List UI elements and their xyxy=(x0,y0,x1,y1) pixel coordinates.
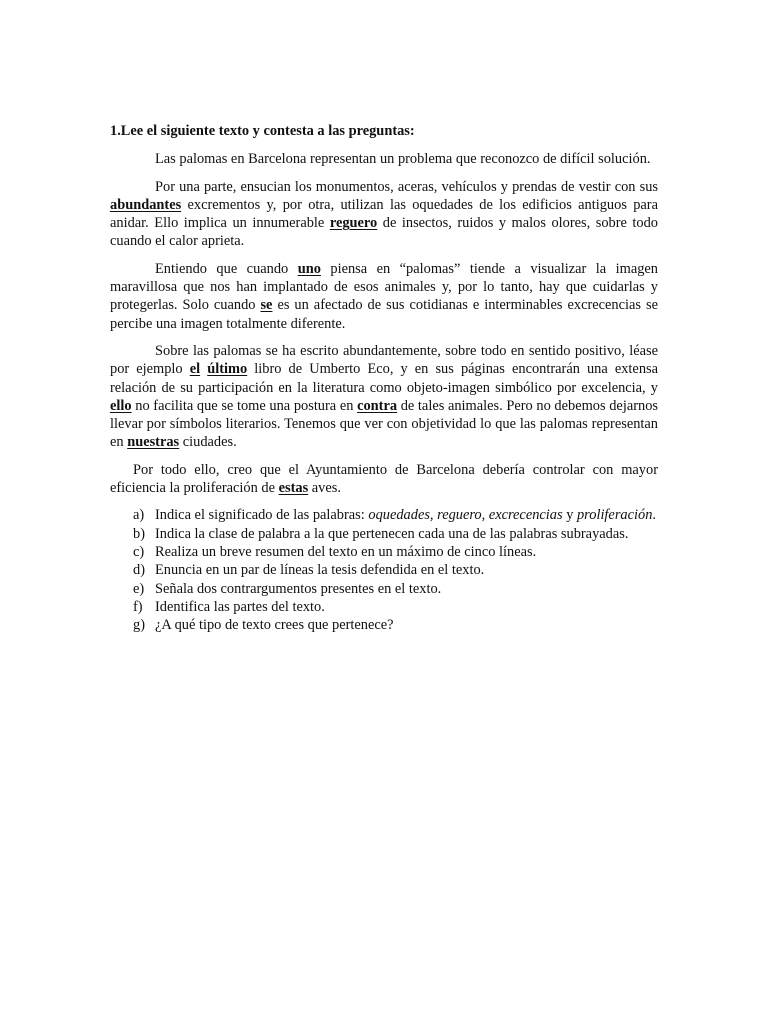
question-marker: a) xyxy=(133,507,145,524)
question-text: Enuncia en un par de líneas la tesis defendida en el texto. xyxy=(155,562,485,579)
text-span: aves. xyxy=(308,480,341,497)
question-text: Indica la clase de palabra a la que pertenecen cada una de las palabras subrayadas. xyxy=(155,525,629,542)
question-marker: d) xyxy=(133,562,145,579)
text-span: libro de Umberto Eco, y en sus páginas encontrarán una extensa relación de su participación en la literatura como objeto-imagen simbólico por excelencia, y xyxy=(110,361,658,396)
text-span: excrementos y, por otra, utilizan las oquedades de los edificios antiguos para anidar. Ello implica un innumerable xyxy=(110,196,658,232)
paragraph-2 xyxy=(110,178,658,251)
question-text: Identifica las partes del texto. xyxy=(155,598,325,615)
question-marker: b) xyxy=(133,525,145,542)
underlined-word: último xyxy=(207,361,248,378)
question-marker: f) xyxy=(133,598,143,615)
paragraph-4 xyxy=(110,342,658,452)
text-span: no facilita que se tome una postura en xyxy=(131,397,358,414)
text-span: Por todo ello, creo que el Ayuntamiento de Barcelona debería controlar con mayor eficiencia la proliferación de xyxy=(110,461,658,497)
question-item xyxy=(110,561,658,579)
text-span: piensa en “palomas” tiende a visualizar la imagen maravillosa que nos han implantado de esos animales y, por lo tanto, hay que cuidarlas y protegerlas. Solo cuando xyxy=(110,260,658,314)
text-span: Por una parte, ensucian los monumentos, aceras, vehículos y prendas de vestir con sus xyxy=(155,178,658,195)
text-span: Sobre las palomas se ha escrito abundantemente, sobre todo en sentido positivo, léase por ejemplo xyxy=(110,342,658,378)
underlined-word: se xyxy=(260,297,273,314)
question-italic: proliferación xyxy=(576,507,653,524)
underlined-word: reguero xyxy=(329,215,378,232)
question-italic: oquedades, reguero, excrecencias xyxy=(368,507,563,524)
question-marker: g) xyxy=(133,617,145,634)
paragraph-3 xyxy=(110,260,658,333)
question-text: Realiza un breve resumen del texto en un máximo de cinco líneas. xyxy=(155,543,537,560)
text-span: de insectos, ruidos y malos olores, sobre todo cuando el calor aprieta. xyxy=(110,215,659,250)
question-text: ¿A qué tipo de texto crees que pertenece? xyxy=(155,617,394,634)
question-item xyxy=(110,598,658,616)
question-marker: c) xyxy=(133,543,145,560)
question-item xyxy=(110,616,658,634)
question-text: . xyxy=(652,507,657,524)
underlined-word: uno xyxy=(297,260,321,277)
underlined-word: estas xyxy=(278,480,309,497)
question-text: y xyxy=(562,507,577,524)
text-span: Entiendo que cuando xyxy=(155,260,298,277)
paragraph-1: Las palomas en Barcelona representan un problema que reconozco de difícil solución. xyxy=(155,151,651,168)
exercise-heading: 1.Lee el siguiente texto y contesta a las preguntas: xyxy=(110,123,415,139)
question-list xyxy=(110,506,658,634)
question-item xyxy=(110,506,658,524)
text-span: es un afectado de sus cotidianas e interminables excrecencias se percibe una imagen totalmente diferente. xyxy=(110,297,658,332)
question-marker: e) xyxy=(133,580,145,597)
question-text: Señala dos contrargumentos presentes en el texto. xyxy=(155,580,442,597)
document-body xyxy=(110,122,658,634)
underlined-word: contra xyxy=(357,397,398,414)
question-item xyxy=(110,525,658,543)
question-item xyxy=(110,580,658,598)
text-span: ciudades. xyxy=(179,434,237,451)
paragraph-5 xyxy=(110,461,658,498)
underlined-word: nuestras xyxy=(127,434,180,451)
question-text: Indica el significado de las palabras: xyxy=(155,507,369,524)
underlined-word: ello xyxy=(110,397,132,414)
underlined-word: abundantes xyxy=(110,196,182,213)
underlined-word: el xyxy=(189,361,201,378)
text-span: de tales animales. Pero no debemos dejarnos llevar por símbolos literarios. Tenemos que ver con objetividad lo que las palomas representan en xyxy=(110,397,658,451)
question-item xyxy=(110,543,658,561)
